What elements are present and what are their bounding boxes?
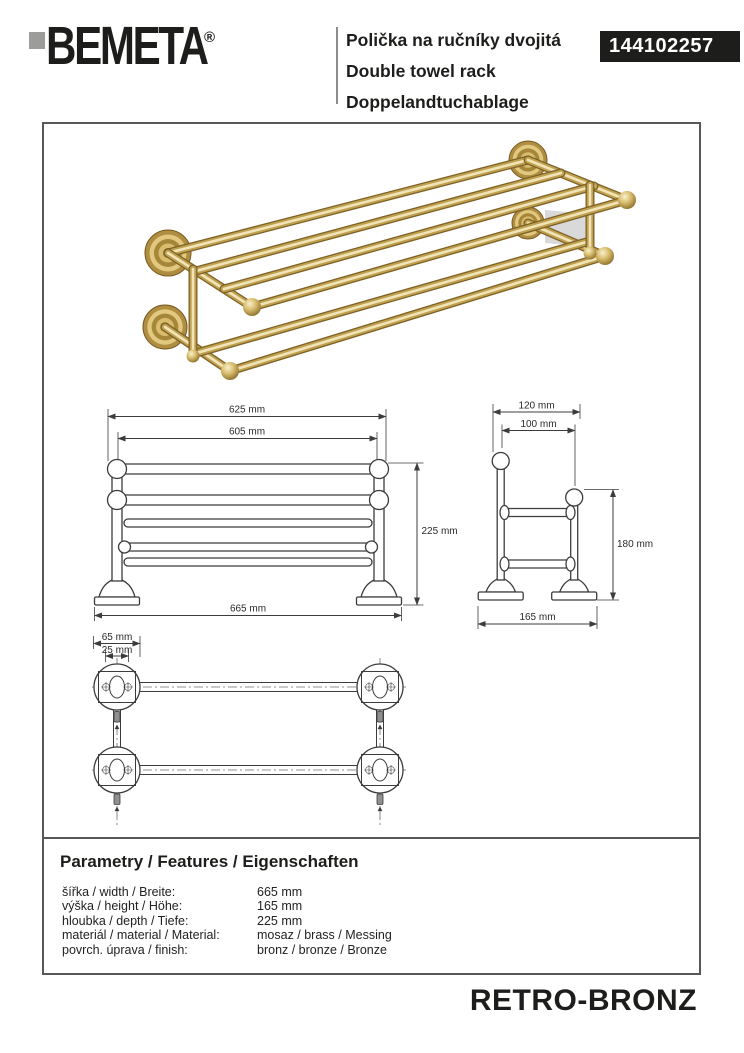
product-title-en: Double towel rack: [346, 61, 496, 81]
parameters-heading: Parametry / Features / Eigenschaften: [60, 852, 359, 871]
param-row-depth: [62, 914, 662, 928]
param-value: bronz / bronze / Bronze: [257, 942, 387, 957]
param-row-material: [62, 928, 662, 942]
mount-circles: [94, 664, 403, 793]
dim-width-outer: 625 mm: [228, 404, 266, 416]
param-row-finish: [62, 943, 662, 957]
param-label: povrch. úprava / finish:: [62, 942, 188, 957]
param-label: výška / height / Höhe:: [62, 899, 183, 914]
shelf-mid-rail-1: [196, 173, 561, 271]
front-view-drawing: [85, 398, 460, 632]
header-divider: [336, 27, 338, 104]
param-value: mosaz / brass / Messing: [257, 928, 392, 943]
dim-side-height: 180 mm: [617, 539, 654, 550]
param-value: 165 mm: [257, 899, 303, 914]
dim-width-total: 665 mm: [229, 603, 267, 615]
param-label: hloubka / depth / Tiefe:: [62, 913, 189, 928]
side-view-drawing: [468, 398, 663, 640]
param-value: 665 mm: [257, 885, 303, 899]
product-title-de: Doppelandtuchablage: [346, 92, 529, 112]
dim-plate-width: 65 mm: [101, 632, 133, 643]
product-title-cs: Polička na ručníky dvojitá: [346, 30, 561, 50]
registered-trademark-icon: ®: [204, 29, 216, 46]
logo-square-icon: [29, 32, 45, 49]
top-view-drawing: [85, 630, 420, 830]
param-row-width: [62, 885, 662, 899]
section-divider: [44, 837, 699, 839]
param-label: materiál / material / Material:: [62, 928, 220, 943]
product-code-badge: 144102257: [600, 31, 740, 62]
param-label: šířka / width / Breite:: [62, 885, 176, 899]
screw-markers: [114, 712, 383, 812]
parameters-table: [62, 885, 662, 957]
dim-side-total: 165 mm: [519, 612, 556, 623]
dim-depth: 225 mm: [421, 526, 458, 537]
brand-logo: BEMETA: [46, 16, 207, 76]
dim-side-inner: 100 mm: [520, 419, 557, 430]
product-photo: [60, 130, 700, 395]
dim-hole-spacing: 25 mm: [101, 645, 133, 656]
dim-side-outer: 120 mm: [518, 400, 555, 412]
param-row-height: [62, 899, 662, 913]
param-value: 225 mm: [257, 913, 303, 928]
dim-width-inner: 605 mm: [228, 426, 266, 438]
product-titles: [346, 25, 561, 118]
series-name: RETRO-BRONZ: [469, 984, 697, 1017]
